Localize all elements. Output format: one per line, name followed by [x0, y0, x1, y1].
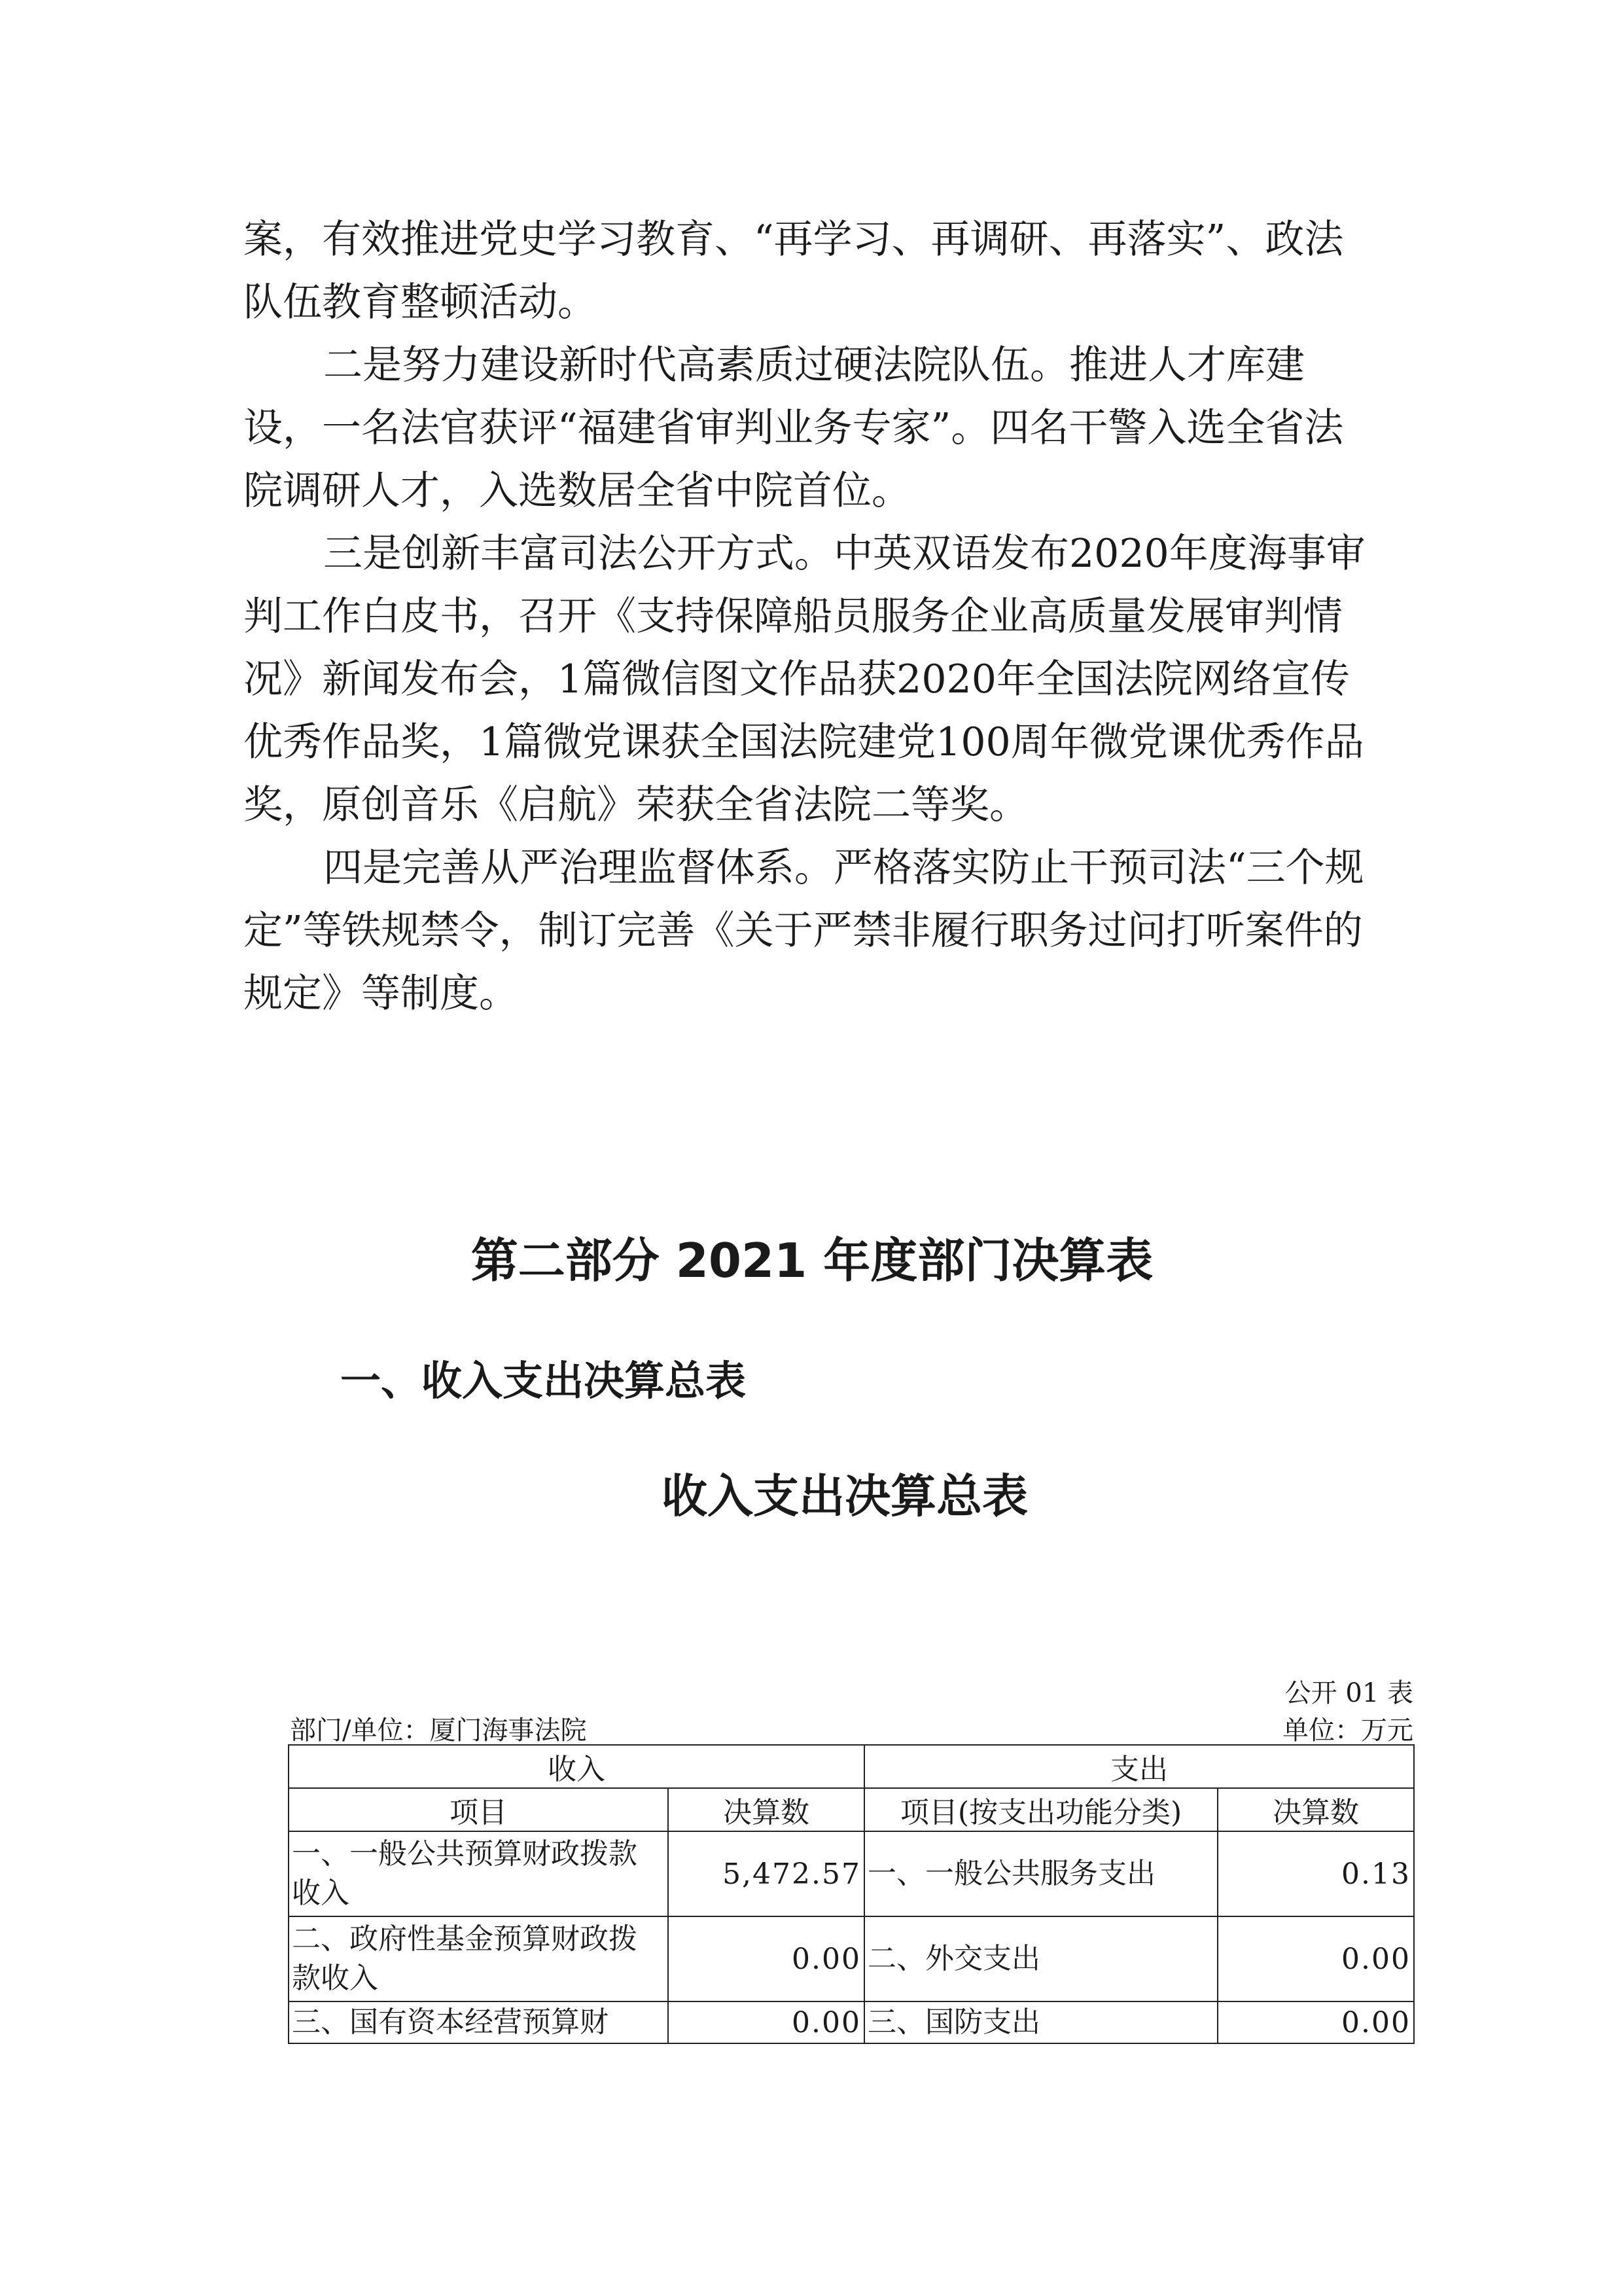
expense-item: 三、国防支出 [864, 2001, 1218, 2043]
paragraph-2: 二是努力建设新时代高素质过硬法院队伍。推进人才库建设，一名法官获评“福建省审判业务专家”。四名干警入选全省法院调研人才，入选数居全省中院首位。 [243, 342, 1344, 514]
income-item: 一、一般公共预算财政拨款收入 [289, 1831, 668, 1916]
section-title: 第二部分 2021 年度部门决算表 [470, 1233, 1154, 1288]
table-row [289, 1916, 1414, 2001]
col-amount-header: 决算数 [668, 1788, 864, 1831]
col-expense-item-header: 项目(按支出功能分类) [864, 1788, 1218, 1831]
expense-item: 一、一般公共服务支出 [864, 1831, 1218, 1916]
body-text [243, 208, 1382, 1025]
income-amount: 5,472.57 [668, 1831, 864, 1916]
table-code: 公开 01 表 [1284, 1678, 1413, 1708]
paragraph-1: 案，有效推进党史学习教育、“再学习、再调研、再落实”、政法队伍教育整顿活动。 [243, 217, 1344, 325]
income-amount: 0.00 [668, 2001, 864, 2043]
table-title: 收入支出决算总表 [662, 1469, 1028, 1523]
col-item-header: 项目 [289, 1788, 668, 1831]
expense-header: 支出 [864, 1745, 1414, 1788]
table-row [289, 2001, 1414, 2043]
expense-amount: 0.13 [1218, 1831, 1414, 1916]
table-subheader-row [289, 1788, 1414, 1831]
income-item: 三、国有资本经营预算财 [289, 2001, 668, 2043]
table-row [289, 1831, 1414, 1916]
income-amount: 0.00 [668, 1916, 864, 2001]
income-expense-table [288, 1744, 1415, 2044]
paragraph-4: 四是完善从严治理监督体系。严格落实防止干预司法“三个规定”等铁规禁令，制订完善《关于严禁非履行职务过问打听案件的规定》等制度。 [243, 845, 1364, 1016]
paragraph-3: 三是创新丰富司法公开方式。中英双语发布2020年度海事审判工作白皮书，召开《支持保障船员服务企业高质量发展审判情况》新闻发布会，1篇微信图文作品获2020年全国法院网络宣传优秀作品奖，1篇微党课获全国法院建党100周年微党课优秀作品奖，原创音乐《启航》荣获全省法院二等奖。 [243, 531, 1366, 828]
income-header: 收入 [289, 1745, 864, 1788]
income-item: 二、政府性基金预算财政拨款收入 [289, 1916, 668, 2001]
expense-amount: 0.00 [1218, 1916, 1414, 2001]
table-header-row [289, 1745, 1414, 1788]
expense-amount: 0.00 [1218, 2001, 1414, 2043]
subsection-title: 一、收入支出决算总表 [340, 1357, 747, 1405]
unit-label: 单位：万元 [1282, 1715, 1413, 1746]
expense-item: 二、外交支出 [864, 1916, 1218, 2001]
col-expense-amount-header: 决算数 [1218, 1788, 1414, 1831]
department-label: 部门/单位：厦门海事法院 [290, 1715, 587, 1746]
